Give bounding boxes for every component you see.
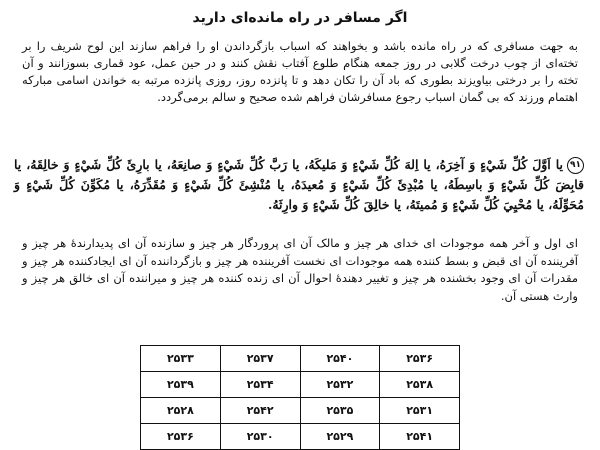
translation-paragraph: ای اول و آخر همه موجودات ای خدای هر چیز و مالک آن ای پروردگار هر چیز و سازنده آن ای پدیدارندهٔ هر چیز و آفریننده آن ای قبض و بسط کننده همه موجودات ای نخست آفریننده هر چیز و بازگرداننده آن ای ایجادکننده هر چیز و مقدرات آن ای وجود بخشنده هر چیز و تغییر دهندهٔ احوال آن ای زنده کننده هر چیز و میراننده آن ای خالق هر چیز و وارث هستی آن. bbox=[22, 236, 578, 303]
table-cell: ۲۵۴۰ bbox=[300, 346, 380, 372]
table-cell: ۲۵۳۶ bbox=[141, 424, 221, 450]
table-cell: ۲۵۴۱ bbox=[380, 424, 460, 450]
table-cell: ۲۵۲۸ bbox=[141, 398, 221, 424]
table-cell: ۲۵۳۳ bbox=[141, 346, 221, 372]
table-row bbox=[141, 424, 460, 450]
table-cell: ۲۵۳۸ bbox=[380, 372, 460, 398]
prayer-block bbox=[14, 155, 584, 215]
table-cell: ۲۵۳۵ bbox=[300, 398, 380, 424]
table-cell: ۲۵۳۱ bbox=[380, 398, 460, 424]
table-row bbox=[141, 346, 460, 372]
table-cell: ۲۵۳۴ bbox=[220, 372, 300, 398]
table-cell: ۲۵۲۹ bbox=[300, 424, 380, 450]
table-cell: ۲۵۴۲ bbox=[220, 398, 300, 424]
table-cell: ۲۵۳۹ bbox=[141, 372, 221, 398]
page-title: اگر مسافر در راه مانده‌ای دارید bbox=[192, 10, 408, 26]
table-cell: ۲۵۳۲ bbox=[300, 372, 380, 398]
table-cell: ۲۵۳۰ bbox=[220, 424, 300, 450]
prayer-number-badge: ۹۱ bbox=[567, 157, 584, 174]
table-cell: ۲۵۳۶ bbox=[380, 346, 460, 372]
table-row bbox=[141, 372, 460, 398]
prayer-text: يا اَوَّلَ كُلِّ شَيْءٍ وَ آخِرَهُ، يا اِلهَ كُلِّ شَيْءٍ وَ مَليكَهُ، يا رَبَّ كُلِّ شَيْءٍ وَ صانِعَهُ، يا بارِئَ كُلِّ شَيْءٍ وَ خالِقَهُ، يا قابِضَ كُلِّ شَيْءٍ وَ باسِطَهُ، يا مُبْدِئَ كُلِّ شَيْءٍ وَ مُعيدَهُ، يا مُنْشِئَ كُلِّ شَيْءٍ وَ مُقَدِّرَهُ، يا مُكَوِّنَ كُلِّ شَيْءٍ وَ مُحَوِّلَهُ، يا مُحْيِيَ كُلِّ شَيْءٍ وَ مُميتَهُ، يا خالِقَ كُلِّ شَيْءٍ وَ وارِثَهُ. bbox=[14, 157, 584, 212]
table-cell: ۲۵۳۷ bbox=[220, 346, 300, 372]
intro-paragraph: به جهت مسافری که در راه مانده باشد و بخواهند که اسباب بازگرداندن او را فراهم سازند این لوح شریف را بر تخته‌ای از چوب درخت گلابی در روز جمعه هنگام طلوع آفتاب نقش کنند و در حین عمل، عود قماری بسوزانند و آن تخته را بر درختی بیاویزند بطوری که باد آن را تکان دهد و تا پانزده روز، روزی پانزده مرتبه به خواندن اسامی مبارکه اهتمام ورزند که بی گمان اسباب رجوع مسافرشان فراهم شده صحیح و سالم برمی‌گردد. bbox=[22, 39, 578, 104]
table-row bbox=[141, 398, 460, 424]
magic-square-table bbox=[140, 345, 460, 450]
